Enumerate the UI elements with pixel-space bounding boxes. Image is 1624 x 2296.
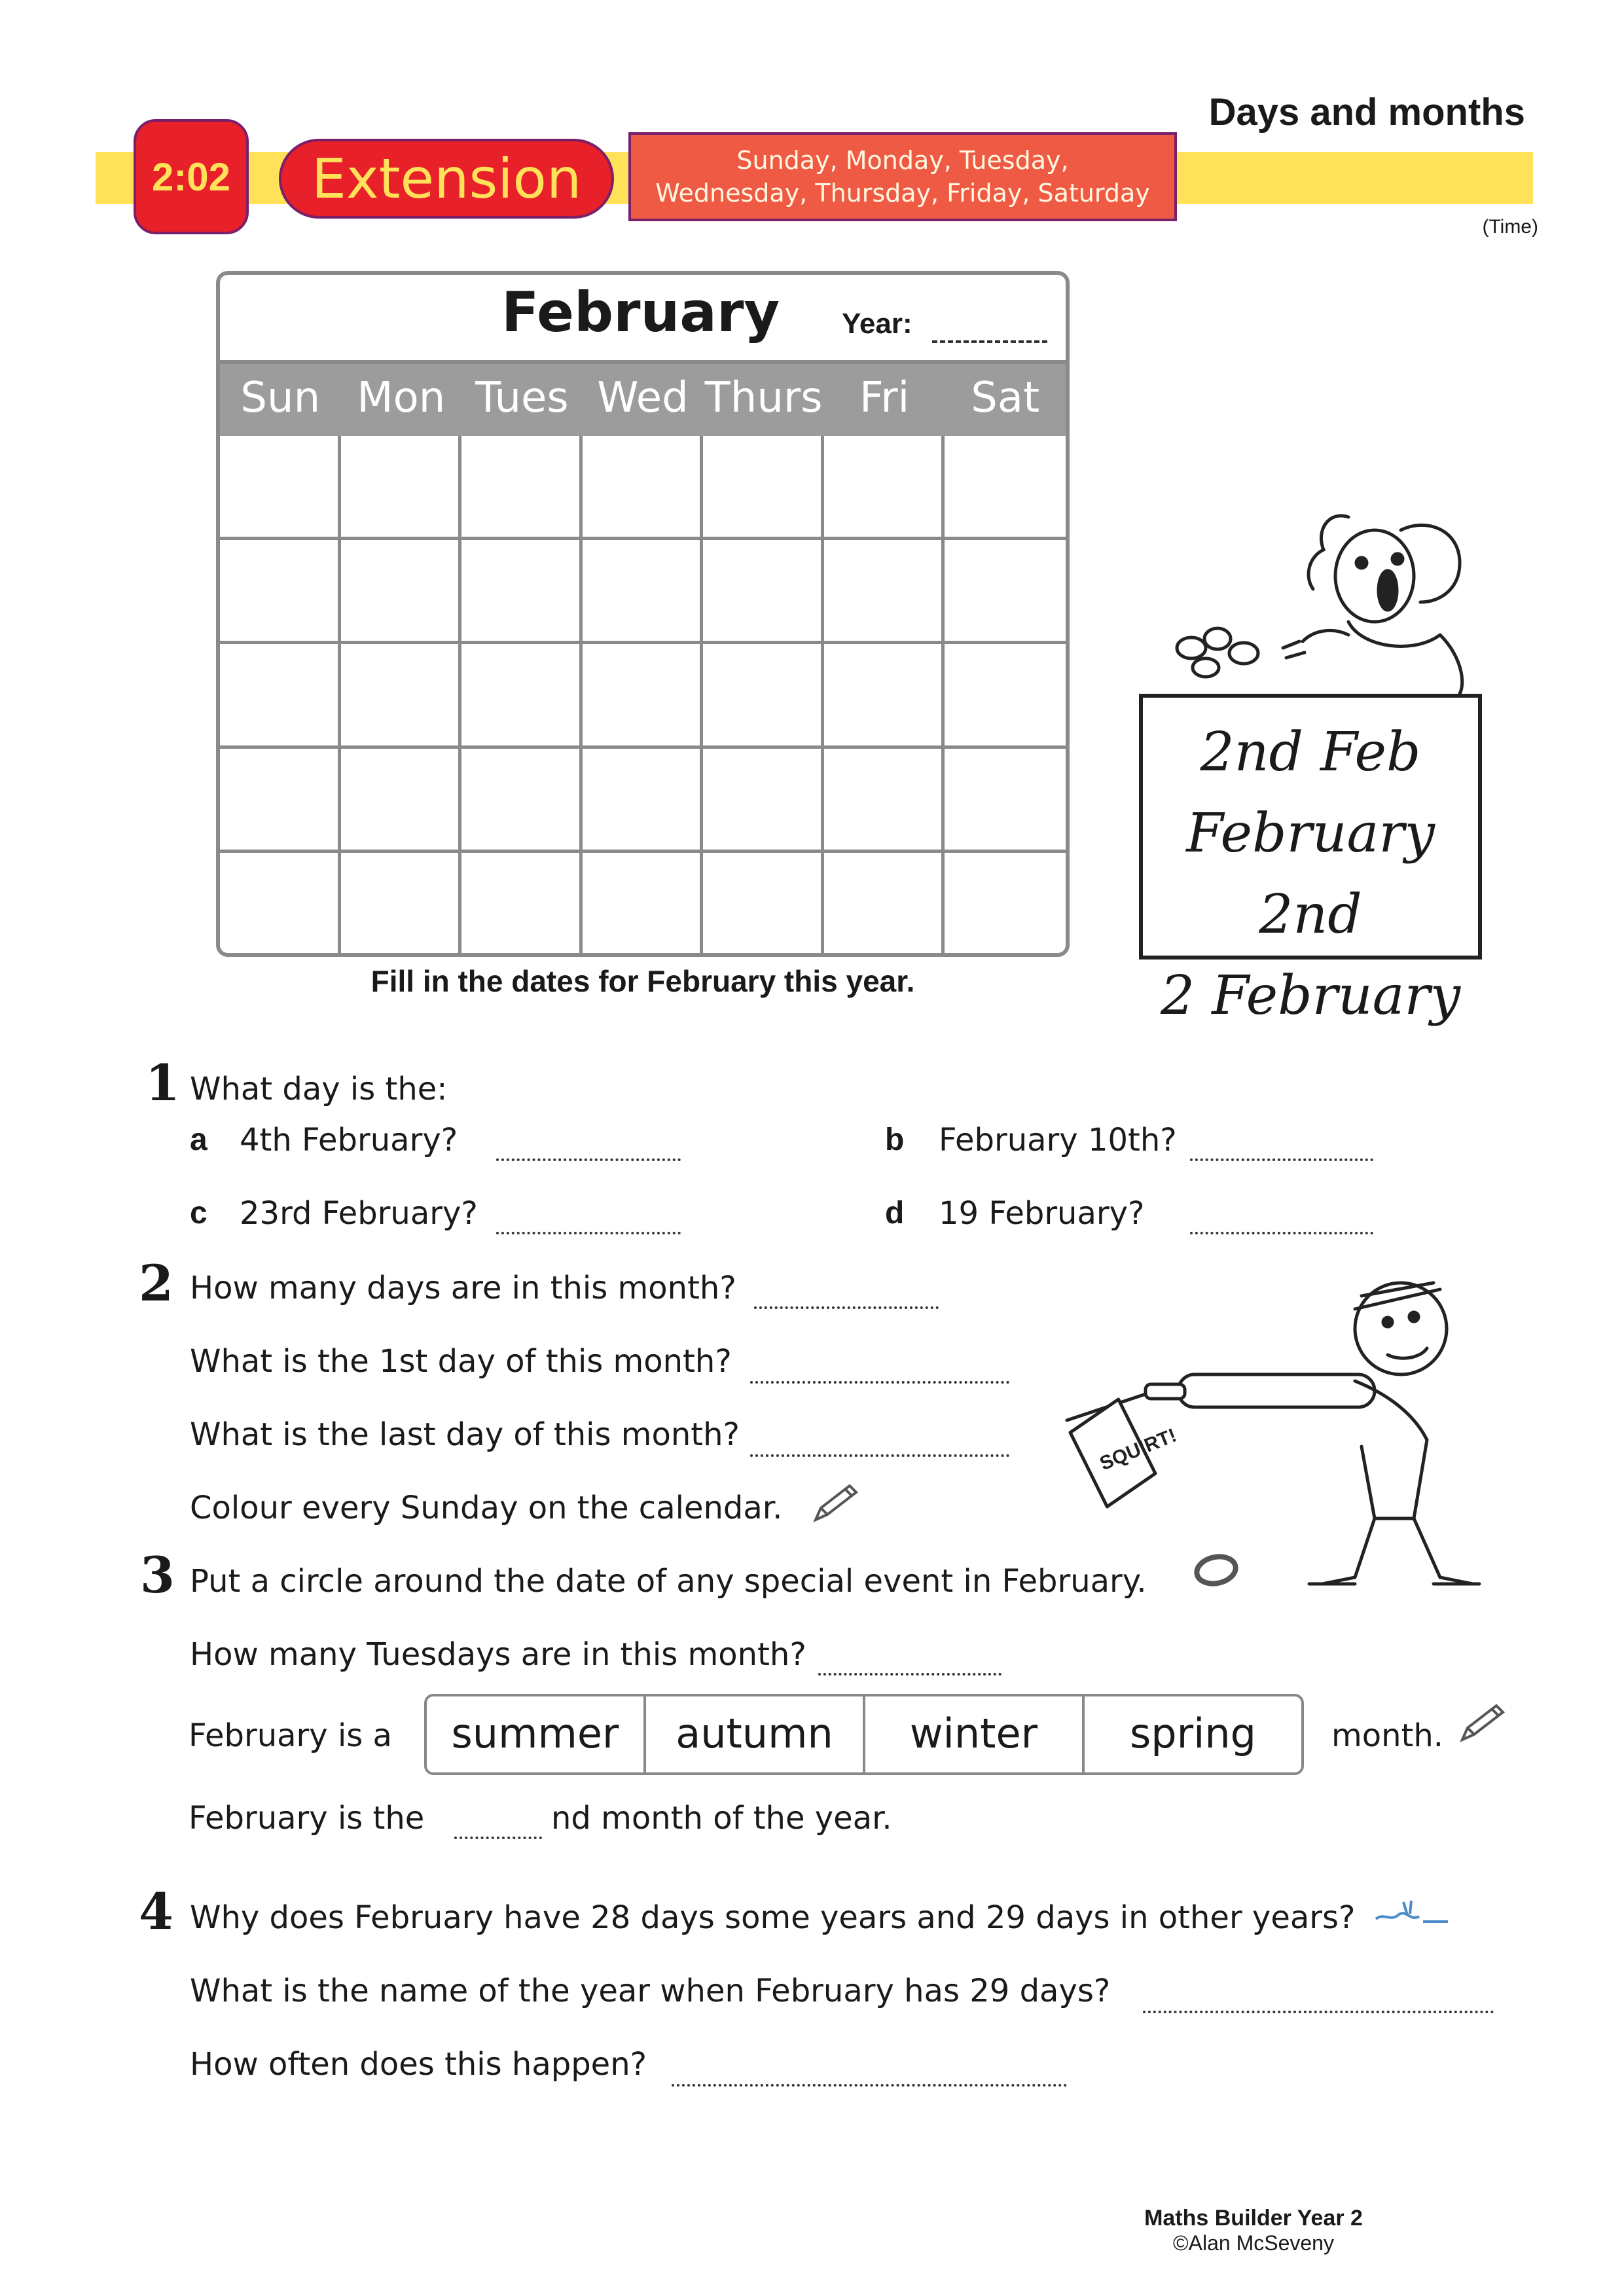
q1d-label: d xyxy=(885,1196,905,1230)
q4-line-2: What is the name of the year when February has 29 days? xyxy=(190,1973,1111,2009)
q3-line-4-suffix: nd month of the year. xyxy=(551,1800,892,1837)
date-cell[interactable] xyxy=(703,749,824,853)
season-option-autumn[interactable]: autumn xyxy=(646,1696,865,1772)
date-cell[interactable] xyxy=(341,436,462,540)
weekday-mon: Mon xyxy=(357,374,446,422)
date-cell[interactable] xyxy=(824,853,945,957)
calendar-month: February xyxy=(501,280,780,344)
pencil-icon xyxy=(1456,1700,1508,1746)
footer xyxy=(1047,2206,1460,2255)
q1c-text: 23rd February? xyxy=(240,1195,478,1232)
date-cell[interactable] xyxy=(824,540,945,644)
date-cell[interactable] xyxy=(220,540,341,644)
calendar-caption: Fill in the dates for February this year. xyxy=(370,964,915,998)
q4-line-3: How often does this happen? xyxy=(190,2046,647,2083)
pencil-icon xyxy=(809,1480,861,1526)
date-cell[interactable] xyxy=(583,644,704,748)
weekdays-line-2: Wednesday, Thursday, Friday, Saturday xyxy=(655,179,1150,207)
q2-line-1-answer[interactable] xyxy=(754,1306,939,1309)
koala-illustration xyxy=(1152,504,1492,700)
date-cell[interactable] xyxy=(341,853,462,957)
q2-line-4: Colour every Sunday on the calendar. xyxy=(190,1490,783,1526)
unit-code-badge: 2:02 xyxy=(134,119,249,234)
question-2-number: 2 xyxy=(139,1254,173,1312)
date-cell[interactable] xyxy=(220,436,341,540)
q3-line-1: Put a circle around the date of any special event in February. xyxy=(190,1563,1147,1600)
q2-line-2-answer[interactable] xyxy=(750,1381,1009,1384)
footer-book-title: Maths Builder Year 2 xyxy=(1144,2206,1363,2231)
sign-line-3: 2 February xyxy=(1160,965,1461,1027)
weekday-wed: Wed xyxy=(597,374,689,422)
q3-season-prefix: February is a xyxy=(189,1717,392,1754)
date-cell[interactable] xyxy=(703,853,824,957)
date-cell[interactable] xyxy=(341,540,462,644)
season-option-summer[interactable]: summer xyxy=(427,1696,646,1772)
calendar-grid xyxy=(220,436,1066,957)
question-1-prompt: What day is the: xyxy=(190,1071,448,1107)
extension-label: Extension xyxy=(279,139,614,219)
date-cell[interactable] xyxy=(461,540,583,644)
weekday-fri: Fri xyxy=(859,374,910,422)
q2-line-2: What is the 1st day of this month? xyxy=(190,1343,732,1380)
topic-title: Days and months xyxy=(1208,91,1525,134)
footer-copyright: ©Alan McSeveny xyxy=(1173,2231,1334,2255)
q1a-text: 4th February? xyxy=(240,1122,458,1158)
q3-line-4-answer[interactable] xyxy=(454,1837,542,1839)
calendar-year-label: Year: xyxy=(842,308,912,340)
date-cell[interactable] xyxy=(461,853,583,957)
date-cell[interactable] xyxy=(220,644,341,748)
weekday-sun: Sun xyxy=(240,374,321,422)
sign-line-2: February 2nd xyxy=(1186,802,1435,946)
weekday-tues: Tues xyxy=(475,374,569,422)
date-cell[interactable] xyxy=(703,540,824,644)
weekday-sat: Sat xyxy=(971,374,1040,422)
date-cell[interactable] xyxy=(583,540,704,644)
time-tag: (Time) xyxy=(1482,216,1538,238)
q3-line-2: How many Tuesdays are in this month? xyxy=(190,1636,806,1673)
date-cell[interactable] xyxy=(945,853,1066,957)
water-pistol-boy-illustration xyxy=(1047,1270,1519,1610)
date-format-sign xyxy=(1139,694,1482,1027)
weekdays-box xyxy=(628,132,1177,221)
sign-line-1: 2nd Feb xyxy=(1200,721,1421,783)
calendar-header xyxy=(220,275,1066,360)
season-option-winter[interactable]: winter xyxy=(865,1696,1085,1772)
date-cell[interactable] xyxy=(945,749,1066,853)
q2-line-1: How many days are in this month? xyxy=(190,1270,736,1306)
weekday-header-row xyxy=(220,360,1066,436)
date-cell[interactable] xyxy=(824,644,945,748)
date-cell[interactable] xyxy=(945,644,1066,748)
q1b-label: b xyxy=(885,1122,905,1157)
q3-line-4-prefix: February is the xyxy=(189,1800,425,1837)
date-cell[interactable] xyxy=(341,644,462,748)
date-cell[interactable] xyxy=(220,749,341,853)
season-option-spring[interactable]: spring xyxy=(1129,1710,1257,1757)
date-cell[interactable] xyxy=(583,853,704,957)
q3-line-2-answer[interactable] xyxy=(818,1673,1001,1676)
q1b-text: February 10th? xyxy=(939,1122,1177,1158)
q1c-label: c xyxy=(190,1196,208,1230)
date-cell[interactable] xyxy=(703,644,824,748)
year-answer-line[interactable] xyxy=(932,340,1047,343)
q4-line-2-answer[interactable] xyxy=(1143,2011,1494,2013)
q4-line-3-answer[interactable] xyxy=(672,2084,1067,2087)
date-cell[interactable] xyxy=(703,436,824,540)
date-cell[interactable] xyxy=(945,436,1066,540)
weekday-thurs: Thurs xyxy=(704,374,823,422)
date-cell[interactable] xyxy=(220,853,341,957)
q1c-answer-line[interactable] xyxy=(496,1232,681,1234)
question-3-number: 3 xyxy=(140,1546,175,1604)
date-cell[interactable] xyxy=(461,749,583,853)
circle-icon xyxy=(1190,1547,1242,1593)
season-choice-box xyxy=(424,1694,1304,1775)
q1d-answer-line[interactable] xyxy=(1190,1232,1373,1234)
q2-line-3-answer[interactable] xyxy=(750,1454,1009,1457)
q3-season-suffix: month. xyxy=(1331,1717,1444,1754)
question-4-number: 4 xyxy=(139,1882,173,1941)
february-calendar xyxy=(216,271,1070,957)
date-cell[interactable] xyxy=(341,749,462,853)
q1d-text: 19 February? xyxy=(939,1195,1145,1232)
squirt-flag-text: SQUIRT! xyxy=(1096,1424,1180,1475)
q1a-answer-line[interactable] xyxy=(496,1158,681,1161)
date-cell[interactable] xyxy=(824,749,945,853)
q1a-label: a xyxy=(190,1122,208,1157)
date-cell[interactable] xyxy=(945,540,1066,644)
date-cell[interactable] xyxy=(461,436,583,540)
q4-line-1: Why does February have 28 days some years and 29 days in other years? xyxy=(190,1899,1356,1936)
weekdays-line-1: Sunday, Monday, Tuesday, xyxy=(736,146,1069,175)
writing-icon xyxy=(1371,1893,1456,1932)
date-cell[interactable] xyxy=(583,436,704,540)
q2-line-3: What is the last day of this month? xyxy=(190,1416,740,1453)
date-cell[interactable] xyxy=(824,436,945,540)
q1b-answer-line[interactable] xyxy=(1190,1158,1373,1161)
date-cell[interactable] xyxy=(461,644,583,748)
date-cell[interactable] xyxy=(583,749,704,853)
question-1-number: 1 xyxy=(145,1054,180,1112)
